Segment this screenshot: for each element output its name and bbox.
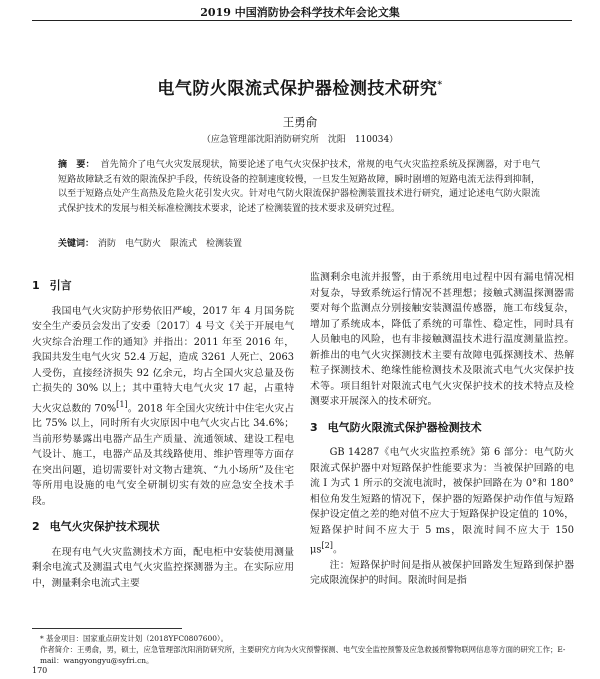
author-affiliation: （应急管理部沈阳消防研究所 沈阳 110034） bbox=[201, 135, 399, 145]
citation-ref: [1] bbox=[116, 398, 128, 409]
author-name: 王勇俞 bbox=[282, 115, 318, 129]
right-column bbox=[310, 270, 574, 589]
footnote-author-bio: 作者简介：王勇俞，男，硕士，应急管理部沈阳消防研究所，主要研究方向为火灾预警探测、电气安全监控预警及应急救援预警物联网信息等方面的研究工作；E-mail：wangyongyu@syfri.cn。 bbox=[40, 645, 566, 665]
status-paragraph: 在现有电气火灾监测技术方面，配电柜中安装使用测量剩余电流式及测温式电气火灾监控探测器为主。在实际应用中，测量剩余电流式主要 bbox=[32, 546, 294, 589]
abstract-label: 摘 要： bbox=[58, 160, 95, 170]
footnote-rule bbox=[32, 628, 182, 629]
citation-ref: [2] bbox=[321, 540, 333, 550]
section-heading-introduction bbox=[32, 278, 294, 294]
section-number: 1 bbox=[32, 279, 40, 292]
paper-title bbox=[0, 74, 600, 99]
section-heading-testing bbox=[310, 420, 574, 436]
footnotes bbox=[40, 633, 575, 666]
section-heading-status bbox=[32, 519, 294, 535]
abstract-text: 首先简介了电气火灾发展现状，简要论述了电气火灾保护技术，常规的电气火灾监控系统及探测器，对于电气短路故障缺乏有效的限流保护手段，传统设备的控制速度较慢，一旦发生短路故障，瞬时剧增的短路电流无法得到抑制，以至于短路点处产生高热及危险火花引发火灾。针对电气防火限流保护器检测装置技术进行研究，通过论述电气防火限流式保护技术的发展与相关标准检测技术要求，论述了检测装置的技术要求及研究过程。 bbox=[58, 160, 540, 214]
keywords bbox=[58, 236, 540, 249]
section-number: 2 bbox=[32, 520, 40, 534]
status-paragraph-continued: 监测剩余电流并报警，由于系统用电过程中因有漏电情况相对复杂，导致系统运行情况不甚理想；接触式测温探测器需要对每个监测点分别接触安装测温传感器，施工布线复杂，增加了系统成本，降低了系统的可靠性、稳定性，同时具有人员触电的风险，也有非接触测温技术进行温度测量监控。新推出的电气火灾探测技术主要有故障电弧探测技术、热解粒子探测技术、绝缘性能检测技术及限流式电气火灾保护技术等。项目组针对限流式电气火灾保护技术的技术特点及检测要求开展深入的技术研究。 bbox=[310, 272, 574, 407]
paper-title-text: 电气防火限流式保护器检测技术研究 bbox=[157, 79, 438, 99]
section-title: 电气防火限流式保护器检测技术 bbox=[327, 420, 482, 434]
testing-text-tail: 。 bbox=[332, 544, 343, 556]
section-title: 引言 bbox=[49, 279, 72, 292]
section-number: 3 bbox=[310, 420, 318, 434]
footnote-funding: * 基金项目：国家重点研发计划（2018YFC0807600）。 bbox=[40, 634, 228, 643]
keywords-label: 关键词： bbox=[58, 239, 95, 249]
page-number: 170 bbox=[32, 666, 48, 675]
title-footnote-mark: * bbox=[437, 80, 443, 91]
running-header: 2019 中国消防协会科学技术年会论文集 bbox=[200, 6, 400, 19]
left-column bbox=[32, 270, 294, 591]
note-paragraph: 注：短路保护时间是指从被保护回路发生短路到保护器完成限流保护的时间。限流时间是指 bbox=[310, 559, 574, 587]
testing-text: GB 14287《电气火灾监控系统》第 6 部分：电气防火限流式保护器中对短路保护性能要求为：当被保护回路的电流 I 为式 1 所示的交流电流时，被保护回路在为 0°和 180°相位角发生短路的情况下，保护器的短路保护动作值与短路保护设定值之差的绝对值不应大于短路保护设定值的 10%，短路保护时间不应大于 5 ms，限流时间不应大于 150 μs bbox=[310, 447, 574, 556]
abstract bbox=[58, 158, 540, 216]
testing-paragraph bbox=[310, 445, 574, 558]
keywords-text: 消防 电气防火 限流式 检测装置 bbox=[98, 239, 243, 249]
intro-paragraph bbox=[32, 304, 294, 510]
header-rule bbox=[32, 20, 572, 21]
intro-text-tail: 。2018 年全国火灾统计中住宅火灾占比 75% 以上，同时所有火灾原因中电气火灾占比 34.6%；当前形势暴露出电器产品生产质量、流通领域、建设工程电气设计、施工，电器产品及其线路使用、维护管理等方面存在突出问题，追切需要针对文物古建筑、“九小场所”及住宅等所用电设施的电气安全研制切实有效的应急安全技术手段。 bbox=[32, 402, 295, 507]
intro-text: 我国电气火灾防护形势依旧严峻，2017 年 4 月国务院安全生产委员会发出了安委〔2017〕4 号文《关于开展电气火灾综合治理工作的通知》并指出：2011 年至 2016 年，我国共发生电气火灾 52.4 万起，造成 3261 人死亡、2063 人受伤，直接经济损失 92 亿余元，均占全国火灾总量及伤亡损失的 30% 以上；其中重特大电气火灾 17 起，占重特大火灾总数的 70% bbox=[32, 305, 294, 414]
section-title: 电气火灾保护技术现状 bbox=[49, 520, 160, 534]
